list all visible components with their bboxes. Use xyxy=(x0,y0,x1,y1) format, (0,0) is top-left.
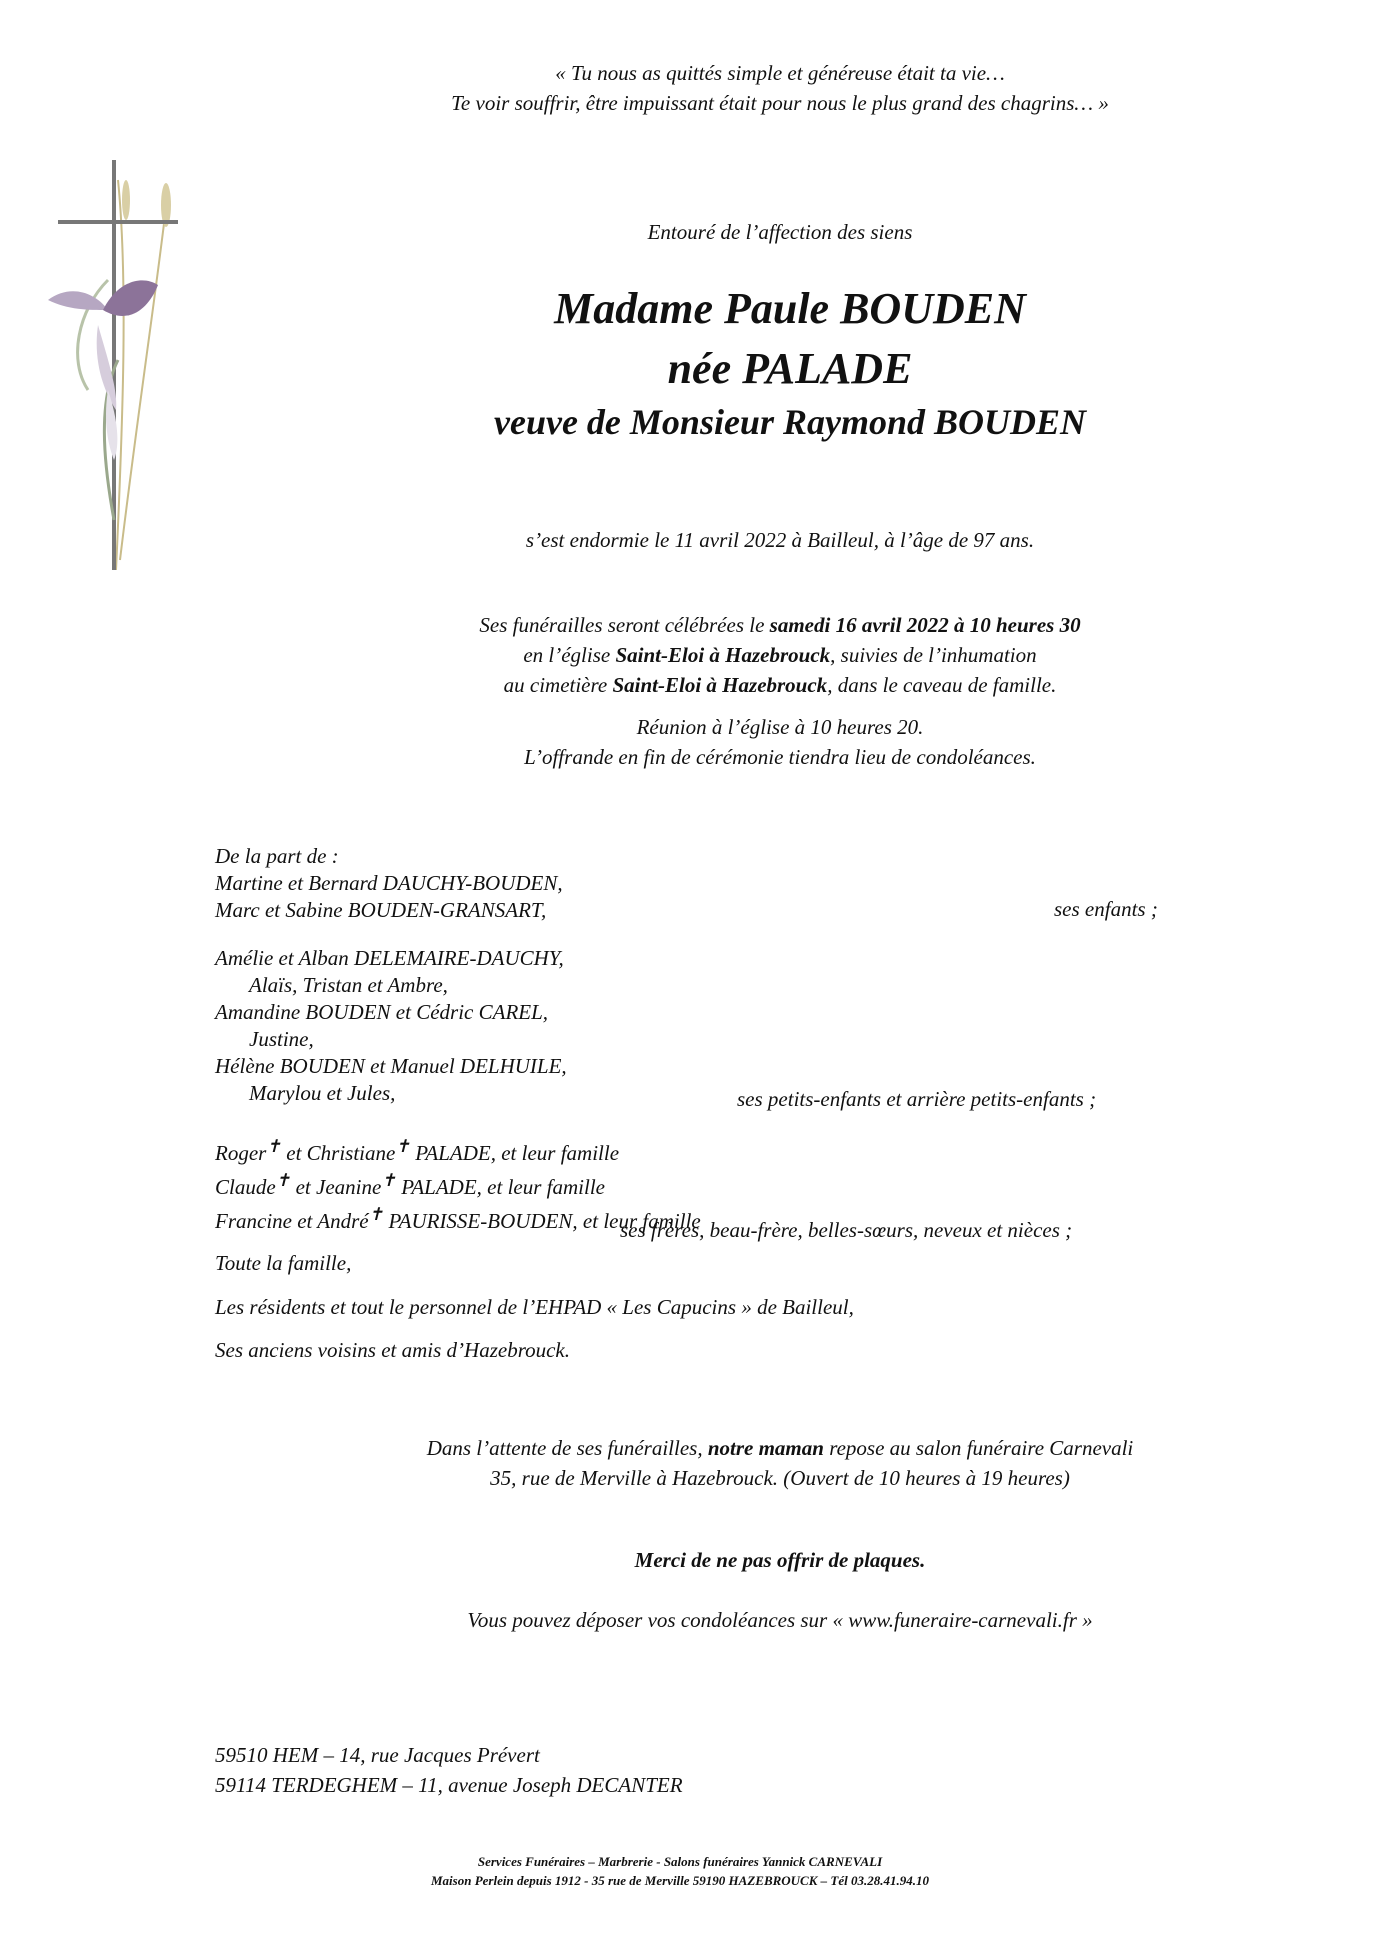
list-item: Hélène BOUDEN et Manuel DELHUILE, xyxy=(215,1054,567,1078)
grandchildren-label: ses petits-enfants et arrière petits-enfants ; xyxy=(737,1087,1097,1111)
quote-line-2: Te voir souffrir, être impuissant était pour nous le plus grand des chagrins… » xyxy=(451,91,1109,115)
death-notice: s’est endormie le 11 avril 2022 à Bailleul, à l’âge de 97 ans. xyxy=(525,528,1035,552)
funeral-text: en l’église xyxy=(523,643,616,667)
address-line: 59510 HEM – 14, rue Jacques Prévert xyxy=(215,1743,540,1767)
sibling-name: Claude xyxy=(215,1175,276,1199)
dagger-icon: ✝ xyxy=(381,1170,396,1190)
list-item: Martine et Bernard DAUCHY-BOUDEN, xyxy=(215,871,563,895)
deceased-name: Madame Paule BOUDEN xyxy=(554,284,1026,333)
dagger-icon: ✝ xyxy=(266,1136,281,1156)
funeral-line-2 xyxy=(300,640,1260,670)
funeral-text: au cimetière xyxy=(503,673,613,697)
footer xyxy=(300,1852,1060,1890)
list-item xyxy=(215,1133,701,1167)
addresses xyxy=(215,1740,683,1800)
grandchildren-list xyxy=(215,945,567,1107)
sibling-name: Roger xyxy=(215,1141,267,1165)
funeral-text: , suivies de l’inhumation xyxy=(830,643,1037,667)
condolences-note: Vous pouvez déposer vos condoléances sur « www.funeraire-carnevali.fr » xyxy=(467,1608,1093,1632)
offering-note: L’offrande en fin de cérémonie tiendra lieu de condoléances. xyxy=(524,745,1036,769)
footer-line-2: Maison Perlein depuis 1912 - 35 rue de Merville 59190 HAZEBROUCK – Tél 03.28.41.94.10 xyxy=(431,1873,929,1888)
cemetery-name: Saint-Eloi à Hazebrouck xyxy=(612,673,828,697)
all-family: Toute la famille, xyxy=(215,1251,352,1275)
rest-emphasis: notre maman xyxy=(707,1436,824,1460)
address-line: 59114 TERDEGHEM – 11, avenue Joseph DECANTER xyxy=(215,1773,683,1797)
list-item: Marc et Sabine BOUDEN-GRANSART, xyxy=(215,898,547,922)
list-item: Amandine BOUDEN et Cédric CAREL, xyxy=(215,1000,549,1024)
dagger-icon: ✝ xyxy=(395,1136,411,1156)
list-item: Alaïs, Tristan et Ambre, xyxy=(249,973,448,997)
children-label: ses enfants ; xyxy=(1054,897,1158,921)
funeral-line-3 xyxy=(300,670,1260,700)
siblings-label: ses frères, beau-frère, belles-sœurs, neveux et nièces ; xyxy=(620,1218,1073,1242)
church-name: Saint-Eloi à Hazebrouck xyxy=(615,643,831,667)
cross-lily-icon xyxy=(48,160,198,580)
meeting-time: Réunion à l’église à 10 heures 20. xyxy=(636,715,924,739)
sibling-name: et Christiane xyxy=(286,1141,396,1165)
list-item: Amélie et Alban DELEMAIRE-DAUCHY, xyxy=(215,946,564,970)
deceased-maiden-name: née PALADE xyxy=(667,344,913,393)
quote xyxy=(300,58,1260,118)
funeral-details xyxy=(300,610,1260,772)
sibling-name: PALADE, et leur famille xyxy=(415,1141,620,1165)
list-item xyxy=(215,1167,701,1201)
list-item: Marylou et Jules, xyxy=(249,1081,396,1105)
rest-line-2: 35, rue de Merville à Hazebrouck. (Ouvert de 10 heures à 19 heures) xyxy=(490,1466,1070,1490)
funeral-text: , dans le caveau de famille. xyxy=(827,673,1057,697)
rest-notice xyxy=(300,1433,1260,1493)
sibling-name: PAURISSE-BOUDEN, et leur famille xyxy=(388,1209,701,1233)
sibling-name: PALADE, et leur famille xyxy=(401,1175,605,1199)
no-plaques-note: Merci de ne pas offrir de plaques. xyxy=(634,1548,926,1572)
quote-line-1: « Tu nous as quittés simple et généreuse était ta vie… xyxy=(555,61,1005,85)
rest-line-1 xyxy=(300,1433,1260,1463)
family-intro: De la part de : xyxy=(215,844,339,868)
sibling-name: Francine et André xyxy=(215,1209,369,1233)
funeral-date: samedi 16 avril 2022 à 10 heures 30 xyxy=(769,613,1081,637)
sibling-name: et Jeanine xyxy=(295,1175,382,1199)
rest-text: Dans l’attente de ses funérailles, xyxy=(426,1436,708,1460)
dagger-icon: ✝ xyxy=(275,1170,291,1190)
funeral-text: Ses funérailles seront célébrées le xyxy=(479,613,770,637)
dagger-icon: ✝ xyxy=(368,1204,384,1224)
intro-text: Entouré de l’affection des siens xyxy=(647,220,913,244)
deceased-widow-line: veuve de Monsieur Raymond BOUDEN xyxy=(494,402,1086,442)
funeral-line-1 xyxy=(300,610,1260,640)
neighbours-line: Ses anciens voisins et amis d’Hazebrouck. xyxy=(215,1338,570,1362)
rest-text: repose au salon funéraire Carnevali xyxy=(823,1436,1134,1460)
residents-line: Les résidents et tout le personnel de l’EHPAD « Les Capucins » de Bailleul, xyxy=(215,1295,854,1319)
footer-line-1: Services Funéraires – Marbrerie - Salons funéraires Yannick CARNEVALI xyxy=(477,1854,883,1869)
list-item: Justine, xyxy=(249,1027,314,1051)
children-list xyxy=(215,870,563,924)
